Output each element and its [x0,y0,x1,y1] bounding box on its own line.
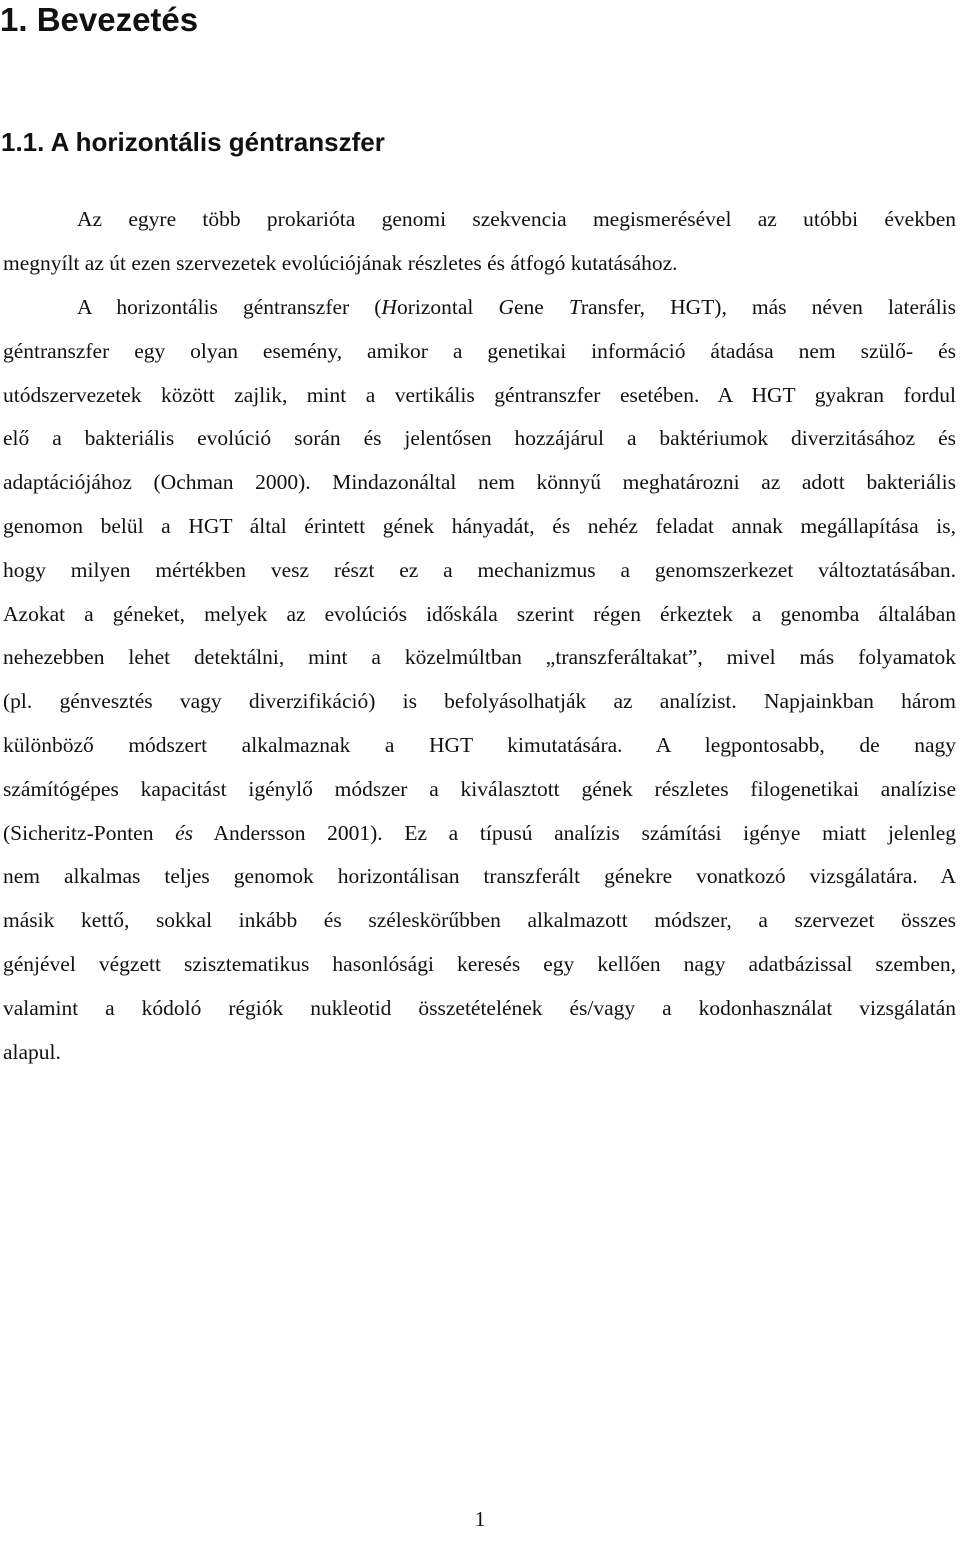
paragraph-line: nem alkalmas teljes genomok horizontálisan transzferált génekre vonatkozó vizsgálatára. A [3,864,956,889]
paragraph-line [3,286,956,330]
italic-text: és [175,820,194,845]
text-run: (Sicheritz-Ponten [3,820,176,845]
paragraph-line: adaptációjához (Ochman 2000). Mindazonáltal nem könnyű meghatározni az adott bakteriális [3,470,956,495]
text-run: Andersson 2001). Ez a típusú analízis számítási igénye miatt jelenleg [193,820,956,845]
paragraph-line: különböző módszert alkalmaznak a HGT kimutatására. A legpontosabb, de nagy [3,732,956,757]
italic-text: T [568,295,581,319]
page-number: 1 [474,1507,486,1531]
text-run: orizontal [396,295,499,319]
chapter-heading: 1. Bevezetés [0,1,199,38]
italic-text: H [381,295,397,319]
paragraph-line: Azokat a géneket, melyek az evolúciós időskála szerint régen érkeztek a genomba általában [3,601,956,626]
paragraph-line: genomon belül a HGT által érintett gének hányadát, és nehéz feladat annak megállapítása is, [3,513,956,538]
paragraph-line: Az egyre több prokarióta genomi szekvencia megismerésével az utóbbi években [77,207,956,231]
intro-paragraph [3,198,956,286]
text-run: ransfer, HGT), más néven laterális [580,295,956,319]
paragraph-line: (pl. génvesztés vagy diverzifikáció) is befolyásolhatják az analízist. Napjainkban három [3,689,956,714]
italic-text: G [498,295,514,319]
paragraph-line [3,812,956,856]
paragraph-line: másik kettő, sokkal inkább és széleskörűbben alkalmazott módszer, a szervezet összes [3,908,956,933]
paragraph-line: génjével végzett szisztematikus hasonlósági keresés egy kellően nagy adatbázissal szemben, [3,951,956,976]
section-heading: 1.1. A horizontális géntranszfer [1,127,385,157]
paragraph-line: utódszervezetek között zajlik, mint a vertikális géntranszfer esetében. A HGT gyakran fordul [3,382,956,407]
hgt-paragraph [3,286,956,1074]
paragraph-line: hogy milyen mértékben vesz részt ez a mechanizmus a genomszerkezet változtatásában. [3,557,956,582]
text-run: ene [513,295,569,319]
paragraph-line: géntranszfer egy olyan esemény, amikor a genetikai információ átadása nem szülő- és [3,338,956,363]
paragraph-line: valamint a kódoló régiók nukleotid összetételének és/vagy a kodonhasználat vizsgálatán [3,995,956,1020]
paragraph-line: elő a bakteriális evolúció során és jelentősen hozzájárul a baktériumok diverzitásához és [3,426,956,451]
paragraph-line: megnyílt az út ezen szervezetek evolúciójának részletes és átfogó kutatásához. [3,250,678,275]
text-run: A horizontális géntranszfer ( [77,295,382,319]
paragraph-line: számítógépes kapacitást igénylő módszer a kiválasztott gének részletes filogenetikai analízise [3,776,956,801]
paragraph-line: nehezebben lehet detektálni, mint a közelmúltban „transzferáltakat”, mivel más folyamatok [3,645,956,670]
paragraph-line: alapul. [3,1039,61,1064]
